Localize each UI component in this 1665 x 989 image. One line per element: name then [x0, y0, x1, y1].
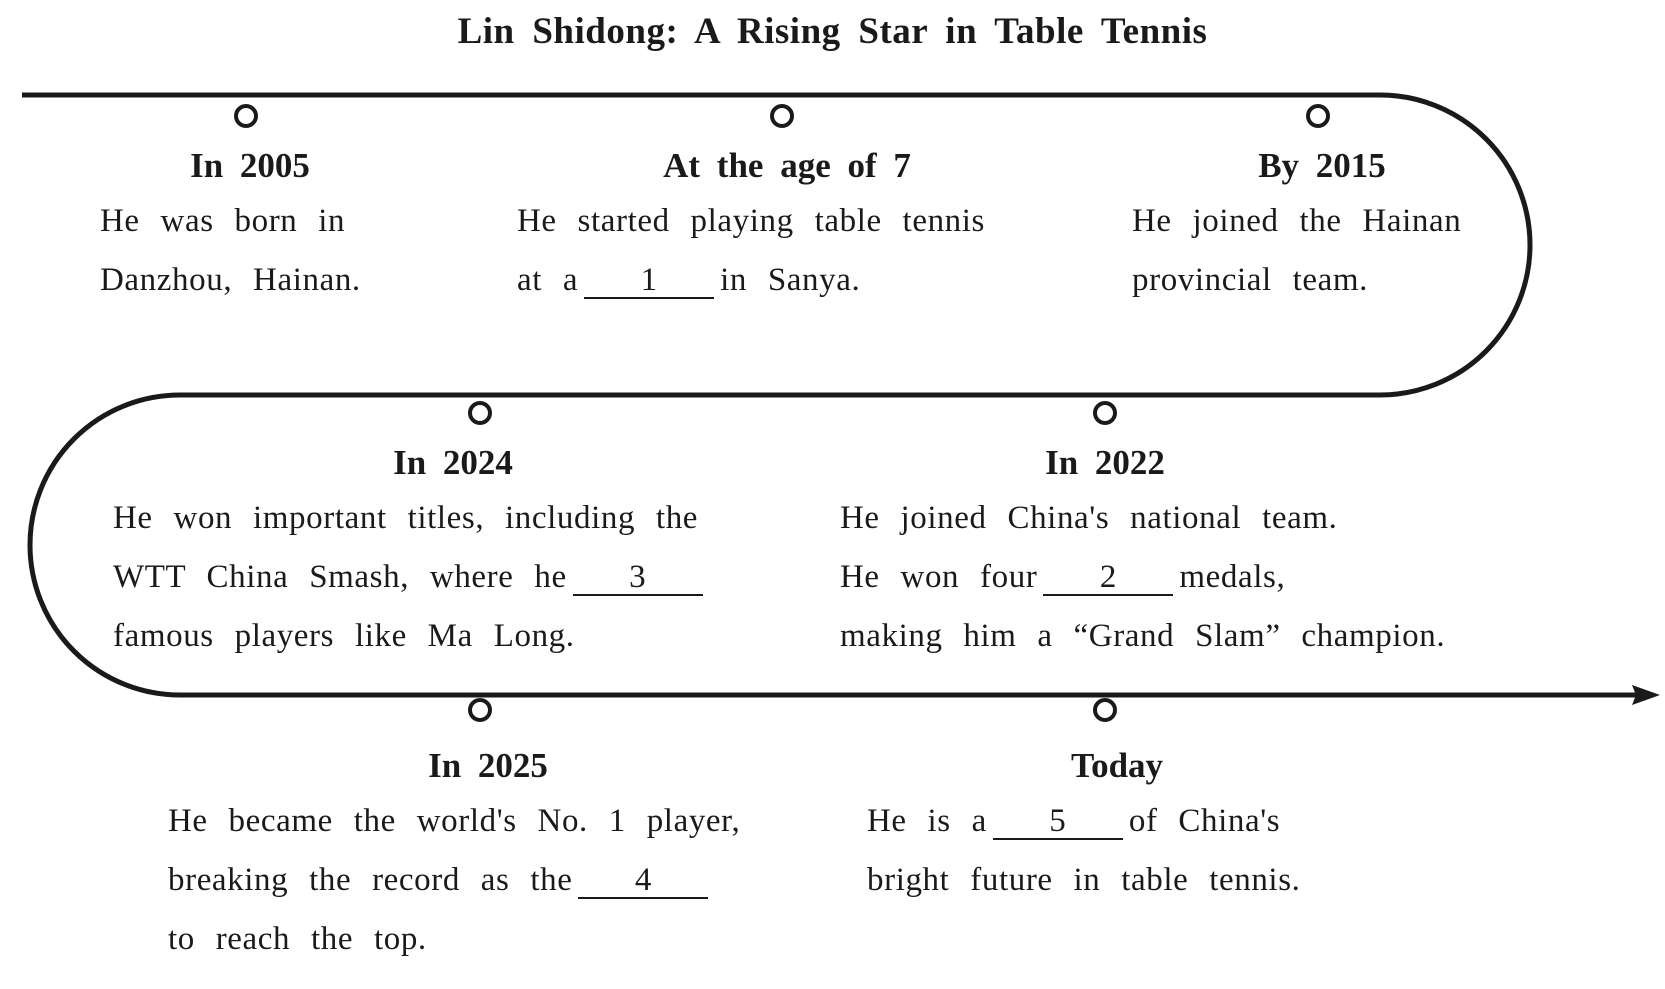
event-heading: In 2022: [1045, 443, 1165, 482]
event-heading: In 2005: [190, 146, 310, 185]
event-description: [867, 792, 1367, 910]
description-line: [867, 792, 1367, 851]
description-line: [840, 489, 1520, 548]
description-line: [517, 192, 1057, 251]
description-line: [113, 548, 793, 607]
event-heading: At the age of 7: [663, 146, 911, 185]
line-text: He joined China's national team.: [840, 500, 1338, 536]
event-today: [867, 740, 1367, 910]
timeline-node: [470, 403, 490, 423]
description-line: [840, 607, 1520, 666]
line-text: He joined the Hainan: [1132, 203, 1462, 239]
answer-blank[interactable]: 4: [578, 863, 708, 899]
timeline-node: [470, 700, 490, 720]
line-text: WTT China Smash, where he: [113, 559, 567, 595]
event-description: [113, 489, 793, 666]
event-description: [840, 489, 1520, 666]
event-heading: In 2025: [428, 746, 548, 785]
event-age-7: [517, 140, 1057, 310]
event-heading: By 2015: [1258, 146, 1386, 185]
description-line: [113, 607, 793, 666]
description-line: [168, 910, 808, 969]
description-line: [168, 792, 808, 851]
line-text: medals,: [1179, 559, 1286, 595]
line-text: provincial team.: [1132, 262, 1369, 298]
line-text: making him a “Grand Slam” champion.: [840, 618, 1446, 654]
line-text: bright future in table tennis.: [867, 862, 1301, 898]
line-text: famous players like Ma Long.: [113, 618, 575, 654]
description-line: [100, 192, 400, 251]
timeline-node: [1095, 403, 1115, 423]
line-text: of China's: [1128, 803, 1281, 839]
description-line: [168, 851, 808, 910]
line-text: to reach the top.: [168, 921, 427, 957]
line-text: He won important titles, including the: [113, 500, 699, 536]
description-line: [840, 548, 1520, 607]
page-title: Lin Shidong: A Rising Star in Table Tennis: [457, 11, 1208, 52]
line-text: in Sanya.: [720, 262, 861, 298]
timeline-node: [1308, 106, 1328, 126]
answer-blank[interactable]: 2: [1043, 560, 1173, 596]
line-text: He started playing table tennis: [517, 203, 985, 239]
line-text: at a: [517, 262, 579, 298]
event-description: [168, 792, 808, 969]
line-text: Danzhou, Hainan.: [100, 262, 361, 298]
timeline-node: [1095, 700, 1115, 720]
event-2024: [113, 437, 793, 666]
line-text: He was born in: [100, 203, 346, 239]
answer-blank[interactable]: 1: [584, 263, 714, 299]
description-line: [1132, 192, 1512, 251]
event-heading: In 2024: [393, 443, 513, 482]
description-line: [113, 489, 793, 548]
answer-blank[interactable]: 5: [993, 804, 1123, 840]
timeline-node: [772, 106, 792, 126]
event-2025: [168, 740, 808, 969]
description-line: [867, 851, 1367, 910]
answer-blank[interactable]: 3: [573, 560, 703, 596]
description-line: [100, 251, 400, 310]
event-2015: [1132, 140, 1512, 310]
line-text: He became the world's No. 1 player,: [168, 803, 741, 839]
line-text: He is a: [867, 803, 987, 839]
line-text: breaking the record as the: [168, 862, 573, 898]
event-description: [100, 192, 400, 310]
timeline-arrowhead: [1632, 685, 1660, 705]
description-line: [1132, 251, 1512, 310]
event-description: [1132, 192, 1512, 310]
event-heading: Today: [1070, 746, 1164, 785]
event-2005: [100, 140, 400, 310]
description-line: [517, 251, 1057, 310]
event-2022: [840, 437, 1520, 666]
line-text: He won four: [840, 559, 1038, 595]
timeline-node: [236, 106, 256, 126]
event-description: [517, 192, 1057, 310]
